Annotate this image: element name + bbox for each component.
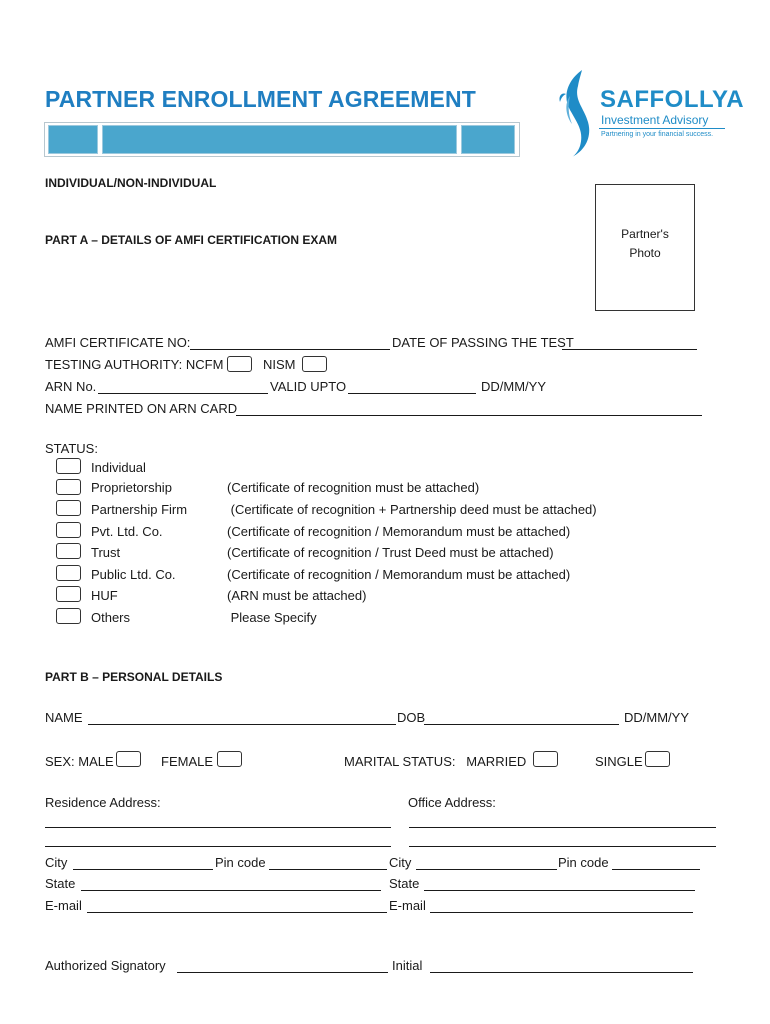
category-heading: INDIVIDUAL/NON-INDIVIDUAL: [45, 176, 217, 190]
arn-field[interactable]: [98, 393, 268, 394]
status-option-note: (Certificate of recognition must be attached): [227, 480, 480, 495]
residence-state-field[interactable]: [81, 890, 381, 891]
arn-label: ARN No.: [45, 379, 97, 394]
office-address-line1[interactable]: [409, 827, 716, 828]
married-checkbox[interactable]: [533, 751, 558, 767]
initial-label: Initial: [392, 958, 423, 973]
status-checkbox-huf[interactable]: [56, 586, 81, 602]
date-passing-field[interactable]: [562, 349, 697, 350]
office-email-field[interactable]: [430, 912, 693, 913]
office-city-field[interactable]: [416, 869, 557, 870]
date-passing-label: DATE OF PASSING THE TEST: [392, 335, 574, 350]
status-option-label: Pvt. Ltd. Co.: [91, 524, 163, 539]
name-label: NAME: [45, 710, 83, 725]
status-option-note: Please Specify: [227, 610, 317, 625]
photo-label-line1: Partner's: [621, 227, 669, 241]
title-bar-segment: [48, 125, 98, 154]
residence-address-line2[interactable]: [45, 846, 391, 847]
female-checkbox[interactable]: [217, 751, 242, 767]
residence-address-label: Residence Address:: [45, 795, 161, 810]
status-option-label: Proprietorship: [91, 480, 172, 495]
name-on-card-field[interactable]: [236, 415, 702, 416]
part-a-heading: PART A – DETAILS OF AMFI CERTIFICATION EXAM: [45, 233, 337, 247]
cert-no-label: AMFI CERTIFICATE NO:: [45, 335, 191, 350]
status-option-label: Individual: [91, 460, 146, 475]
status-option-note: (ARN must be attached): [227, 588, 367, 603]
nism-checkbox[interactable]: [302, 356, 327, 372]
single-label: SINGLE: [595, 754, 643, 769]
valid-upto-field[interactable]: [348, 393, 476, 394]
partner-photo-box[interactable]: [595, 184, 695, 311]
status-option-note: (Certificate of recognition / Trust Deed must be attached): [227, 545, 554, 560]
nism-label: NISM: [263, 357, 296, 372]
status-checkbox-pvt-ltd[interactable]: [56, 522, 81, 538]
status-option-label: Public Ltd. Co.: [91, 567, 176, 582]
dob-label: DOB: [397, 710, 426, 725]
office-pin-label: Pin code: [558, 855, 609, 870]
status-option-note: (Certificate of recognition / Memorandum must be attached): [227, 567, 571, 582]
status-option-note: (Certificate of recognition + Partnership deed must be attached): [227, 502, 597, 517]
single-checkbox[interactable]: [645, 751, 670, 767]
status-label: STATUS:: [45, 441, 98, 456]
office-address-line2[interactable]: [409, 846, 716, 847]
brand-tagline: Partnering in your financial success.: [601, 131, 714, 138]
dob-field[interactable]: [424, 724, 619, 725]
name-on-card-label: NAME PRINTED ON ARN CARD: [45, 401, 238, 416]
dob-date-format: DD/MM/YY: [624, 710, 689, 725]
photo-label-line2: Photo: [629, 246, 661, 260]
title-bar-segment: [102, 125, 457, 154]
brand-logo-icon: [556, 66, 600, 158]
status-option-label: HUF: [91, 588, 118, 603]
residence-email-field[interactable]: [87, 912, 387, 913]
status-checkbox-partnership[interactable]: [56, 500, 81, 516]
office-state-field[interactable]: [424, 890, 695, 891]
residence-pin-field[interactable]: [269, 869, 387, 870]
status-option-label: Partnership Firm: [91, 502, 188, 517]
title-bar-segment: [461, 125, 515, 154]
status-checkbox-trust[interactable]: [56, 543, 81, 559]
status-option-label: Others: [91, 610, 131, 625]
residence-city-label: City: [45, 855, 68, 870]
arn-date-format: DD/MM/YY: [481, 379, 546, 394]
residence-address-line1[interactable]: [45, 827, 391, 828]
male-checkbox[interactable]: [116, 751, 141, 767]
brand-divider: [599, 128, 725, 129]
signatory-label: Authorized Signatory: [45, 958, 166, 973]
residence-pin-label: Pin code: [215, 855, 266, 870]
valid-upto-label: VALID UPTO: [270, 379, 347, 394]
residence-email-label: E-mail: [45, 898, 82, 913]
sex-male-label: SEX: MALE: [45, 754, 114, 769]
office-state-label: State: [389, 876, 420, 891]
office-city-label: City: [389, 855, 412, 870]
female-label: FEMALE: [161, 754, 214, 769]
brand-name: SAFFOLLYA: [600, 86, 745, 113]
ncfm-checkbox[interactable]: [227, 356, 252, 372]
office-email-label: E-mail: [389, 898, 426, 913]
status-checkbox-public-ltd[interactable]: [56, 565, 81, 581]
status-checkbox-proprietorship[interactable]: [56, 479, 81, 495]
name-field[interactable]: [88, 724, 396, 725]
office-pin-field[interactable]: [612, 869, 700, 870]
testing-authority-label: TESTING AUTHORITY: NCFM: [45, 357, 224, 372]
marital-status-label: MARITAL STATUS: MARRIED: [344, 754, 527, 769]
cert-no-field[interactable]: [190, 349, 390, 350]
signatory-field[interactable]: [177, 972, 388, 973]
status-checkbox-others[interactable]: [56, 608, 81, 624]
status-option-note: (Certificate of recognition / Memorandum must be attached): [227, 524, 571, 539]
status-option-label: Trust: [91, 545, 121, 560]
brand-subtitle: Investment Advisory: [601, 113, 709, 127]
page-title: PARTNER ENROLLMENT AGREEMENT: [45, 86, 476, 112]
residence-state-label: State: [45, 876, 76, 891]
initial-field[interactable]: [430, 972, 693, 973]
office-address-label: Office Address:: [408, 795, 496, 810]
part-b-heading: PART B – PERSONAL DETAILS: [45, 670, 223, 684]
residence-city-field[interactable]: [73, 869, 213, 870]
status-checkbox-individual[interactable]: [56, 458, 81, 474]
